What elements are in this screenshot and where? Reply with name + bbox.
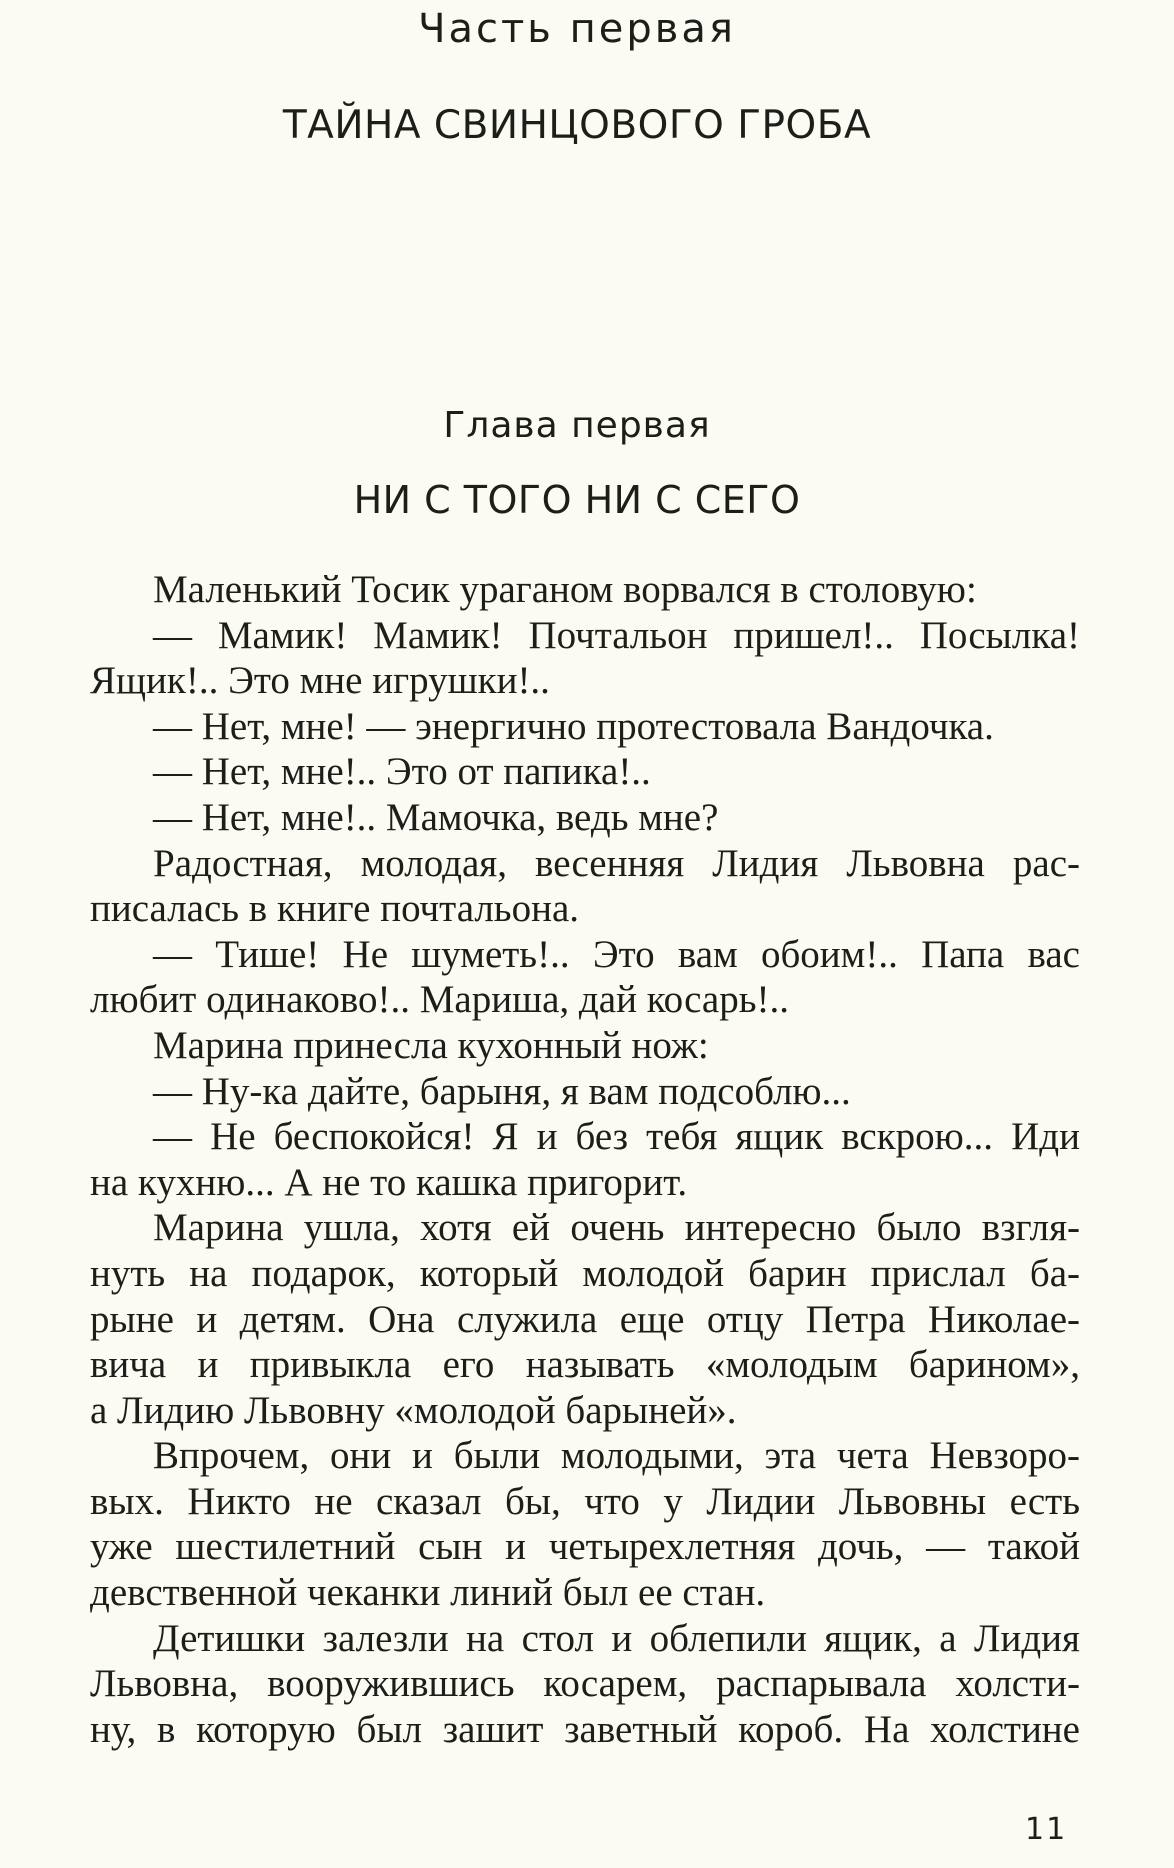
text-line (90, 795, 1080, 841)
text-line (90, 932, 1080, 978)
text-line-content: писалась в книге почтальона. (90, 887, 580, 931)
text-line-content: — Ну-ка дайте, барыня, я вам подсоблю... (153, 1069, 851, 1113)
text-line (90, 1661, 1080, 1707)
text-line-content: рыне и детям. Она служила еще отцу Петра Николае- (90, 1297, 1080, 1341)
text-line (90, 1388, 1080, 1434)
text-line (90, 658, 1080, 704)
text-line (90, 1160, 1080, 1206)
text-line (90, 977, 1080, 1023)
chapter-title: Глава первая (443, 405, 711, 446)
text-line-content: — Мамик! Мамик! Почтальон пришел!.. Посылка! (153, 613, 1080, 657)
text-line-content: девственной чеканки линий был ее стан. (90, 1571, 766, 1615)
text-line-content: — Нет, мне!.. Мамочка, ведь мне? (153, 795, 719, 839)
text-line-content: — Не беспокойся! Я и без тебя ящик вскрою... Иди (153, 1115, 1080, 1159)
text-line (90, 1616, 1080, 1662)
text-line (90, 1297, 1080, 1343)
text-line (90, 1570, 1080, 1616)
text-line (90, 1524, 1080, 1570)
text-line (90, 886, 1080, 932)
text-line-content: Впрочем, они и были молодыми, эта чета Невзоро- (153, 1434, 1080, 1478)
text-line-content: — Нет, мне! — энергично протестовала Вандочка. (153, 704, 994, 748)
chapter-subtitle: НИ С ТОГО НИ С СЕГО (353, 478, 801, 522)
text-line (90, 749, 1080, 795)
text-line (90, 1205, 1080, 1251)
text-line-content: Радостная, молодая, весенняя Лидия Львовна рас- (153, 841, 1080, 885)
text-line-content: уже шестилетний сын и четырехлетняя дочь, — такой (90, 1525, 1080, 1569)
text-line (90, 1069, 1080, 1115)
text-line (90, 1251, 1080, 1297)
text-line (90, 1479, 1080, 1525)
text-line-content: а Лидию Львовну «молодой барыней». (90, 1388, 737, 1432)
text-line-content: Марина принесла кухонный нож: (153, 1023, 709, 1067)
page-number: 11 (1025, 1812, 1068, 1847)
text-line-content: — Тише! Не шуметь!.. Это вам обоим!.. Папа вас (153, 932, 1080, 976)
text-line-content: Детишки залезли на стол и облепили ящик, а Лидия (153, 1616, 1080, 1660)
text-line (90, 841, 1080, 887)
text-line-content: — Нет, мне!.. Это от папика!.. (153, 750, 651, 794)
text-line (90, 1023, 1080, 1069)
text-line (90, 704, 1080, 750)
text-line-content: вича и привыкла его называть «молодым барином», (90, 1343, 1080, 1387)
text-line (90, 1707, 1080, 1753)
text-line-content: нуть на подарок, который молодой барин прислал ба- (90, 1251, 1080, 1295)
body-text (90, 567, 1080, 1752)
text-line-content: Марина ушла, хотя ей очень интересно было взгля- (153, 1206, 1080, 1250)
text-line-content: Ящик!.. Это мне игрушки!.. (90, 659, 550, 703)
text-line-content: ну, в которую был зашит заветный короб. На холстине (90, 1707, 1080, 1751)
text-line-content: вых. Никто не сказал бы, что у Лидии Львовны есть (90, 1479, 1080, 1523)
text-line (90, 613, 1080, 659)
part-title: Часть первая (418, 6, 736, 52)
part-subtitle: ТАЙНА СВИНЦОВОГО ГРОБА (282, 103, 872, 148)
text-line-content: любит одинаково!.. Мариша, дай косарь!.. (90, 978, 790, 1022)
text-line (90, 1342, 1080, 1388)
text-line (90, 1433, 1080, 1479)
text-line-content: Львовна, вооружившись косарем, распарывала холсти- (90, 1662, 1080, 1706)
text-line (90, 567, 1080, 613)
text-line-content: на кухню... А не то кашка пригорит. (90, 1160, 688, 1204)
text-line-content: Маленький Тосик ураганом ворвался в столовую: (153, 568, 977, 611)
text-line (90, 1114, 1080, 1160)
